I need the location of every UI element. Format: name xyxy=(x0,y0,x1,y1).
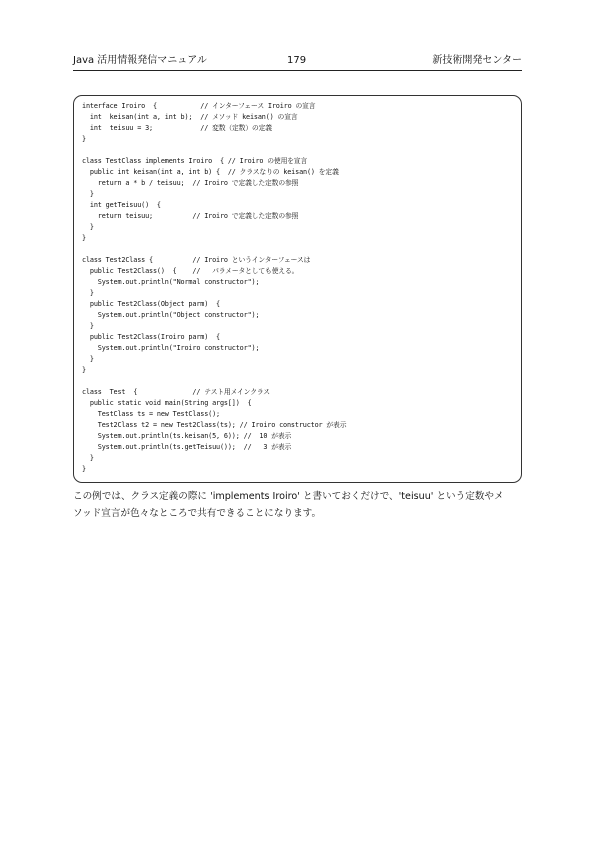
code-line: System.out.println("Object constructor"); xyxy=(82,311,260,319)
code-line: } xyxy=(82,190,94,198)
page-header xyxy=(73,54,522,68)
code-line: class TestClass implements Iroiro { // Iroiro の使用を宣言 xyxy=(82,157,308,165)
code-line: public int keisan(int a, int b) { // クラスなりの keisan() を定義 xyxy=(82,168,339,176)
code-line xyxy=(82,244,518,255)
code-line: } xyxy=(82,322,94,330)
code-listing xyxy=(82,101,518,475)
code-line: class Test2Class { // Iroiro というインターフェースは xyxy=(82,256,311,264)
code-line: } xyxy=(82,135,86,143)
code-line: public Test2Class() { // パラメータとしても使える。 xyxy=(82,267,299,275)
body-paragraph xyxy=(73,488,525,522)
code-line: class Test { // テスト用メインクラス xyxy=(82,388,270,396)
header-organization: 新技術開発センター xyxy=(432,55,522,66)
code-line: } xyxy=(82,465,86,473)
code-line: } xyxy=(82,289,94,297)
code-line: int keisan(int a, int b); // メソッド keisan() の宣言 xyxy=(82,113,298,121)
page-number: 179 xyxy=(287,55,307,66)
code-line: return a * b / teisuu; // Iroiro で定義した定数の参照 xyxy=(82,179,299,187)
code-line: System.out.println("Iroiro constructor"); xyxy=(82,344,260,352)
code-line: Test2Class t2 = new Test2Class(ts); // Iroiro constructor が表示 xyxy=(82,421,347,429)
code-line: public Test2Class(Iroiro parm) { xyxy=(82,333,220,341)
code-line: int getTeisuu() { xyxy=(82,201,161,209)
code-line: public static void main(String args[]) { xyxy=(82,399,252,407)
code-line: interface Iroiro { // インターフェース Iroiro の宣言 xyxy=(82,102,316,110)
header-rule xyxy=(73,70,522,71)
paragraph-line: ソッド宣言が色々なところで共有できることになります。 xyxy=(73,508,322,519)
code-line: public Test2Class(Object parm) { xyxy=(82,300,220,308)
code-line: return teisuu; // Iroiro で定義した定数の参照 xyxy=(82,212,299,220)
code-line: } xyxy=(82,355,94,363)
code-line: } xyxy=(82,234,86,242)
header-title: Java 活用情報発信マニュアル xyxy=(73,55,207,66)
code-line: TestClass ts = new TestClass(); xyxy=(82,410,220,418)
code-line: System.out.println(ts.getTeisuu()); // 3 が表示 xyxy=(82,443,292,451)
code-line: } xyxy=(82,366,86,374)
code-line xyxy=(82,145,518,156)
code-line xyxy=(82,376,518,387)
code-line: int teisuu = 3; // 変数（定数）の定義 xyxy=(82,124,272,132)
paragraph-line: この例では、クラス定義の際に 'implements Iroiro' と書いておくだけで、'teisuu' という定数やメ xyxy=(73,491,504,502)
code-line: } xyxy=(82,223,94,231)
code-line: } xyxy=(82,454,94,462)
code-line: System.out.println("Normal constructor"); xyxy=(82,278,260,286)
code-line: System.out.println(ts.keisan(5, 6)); // 10 が表示 xyxy=(82,432,292,440)
